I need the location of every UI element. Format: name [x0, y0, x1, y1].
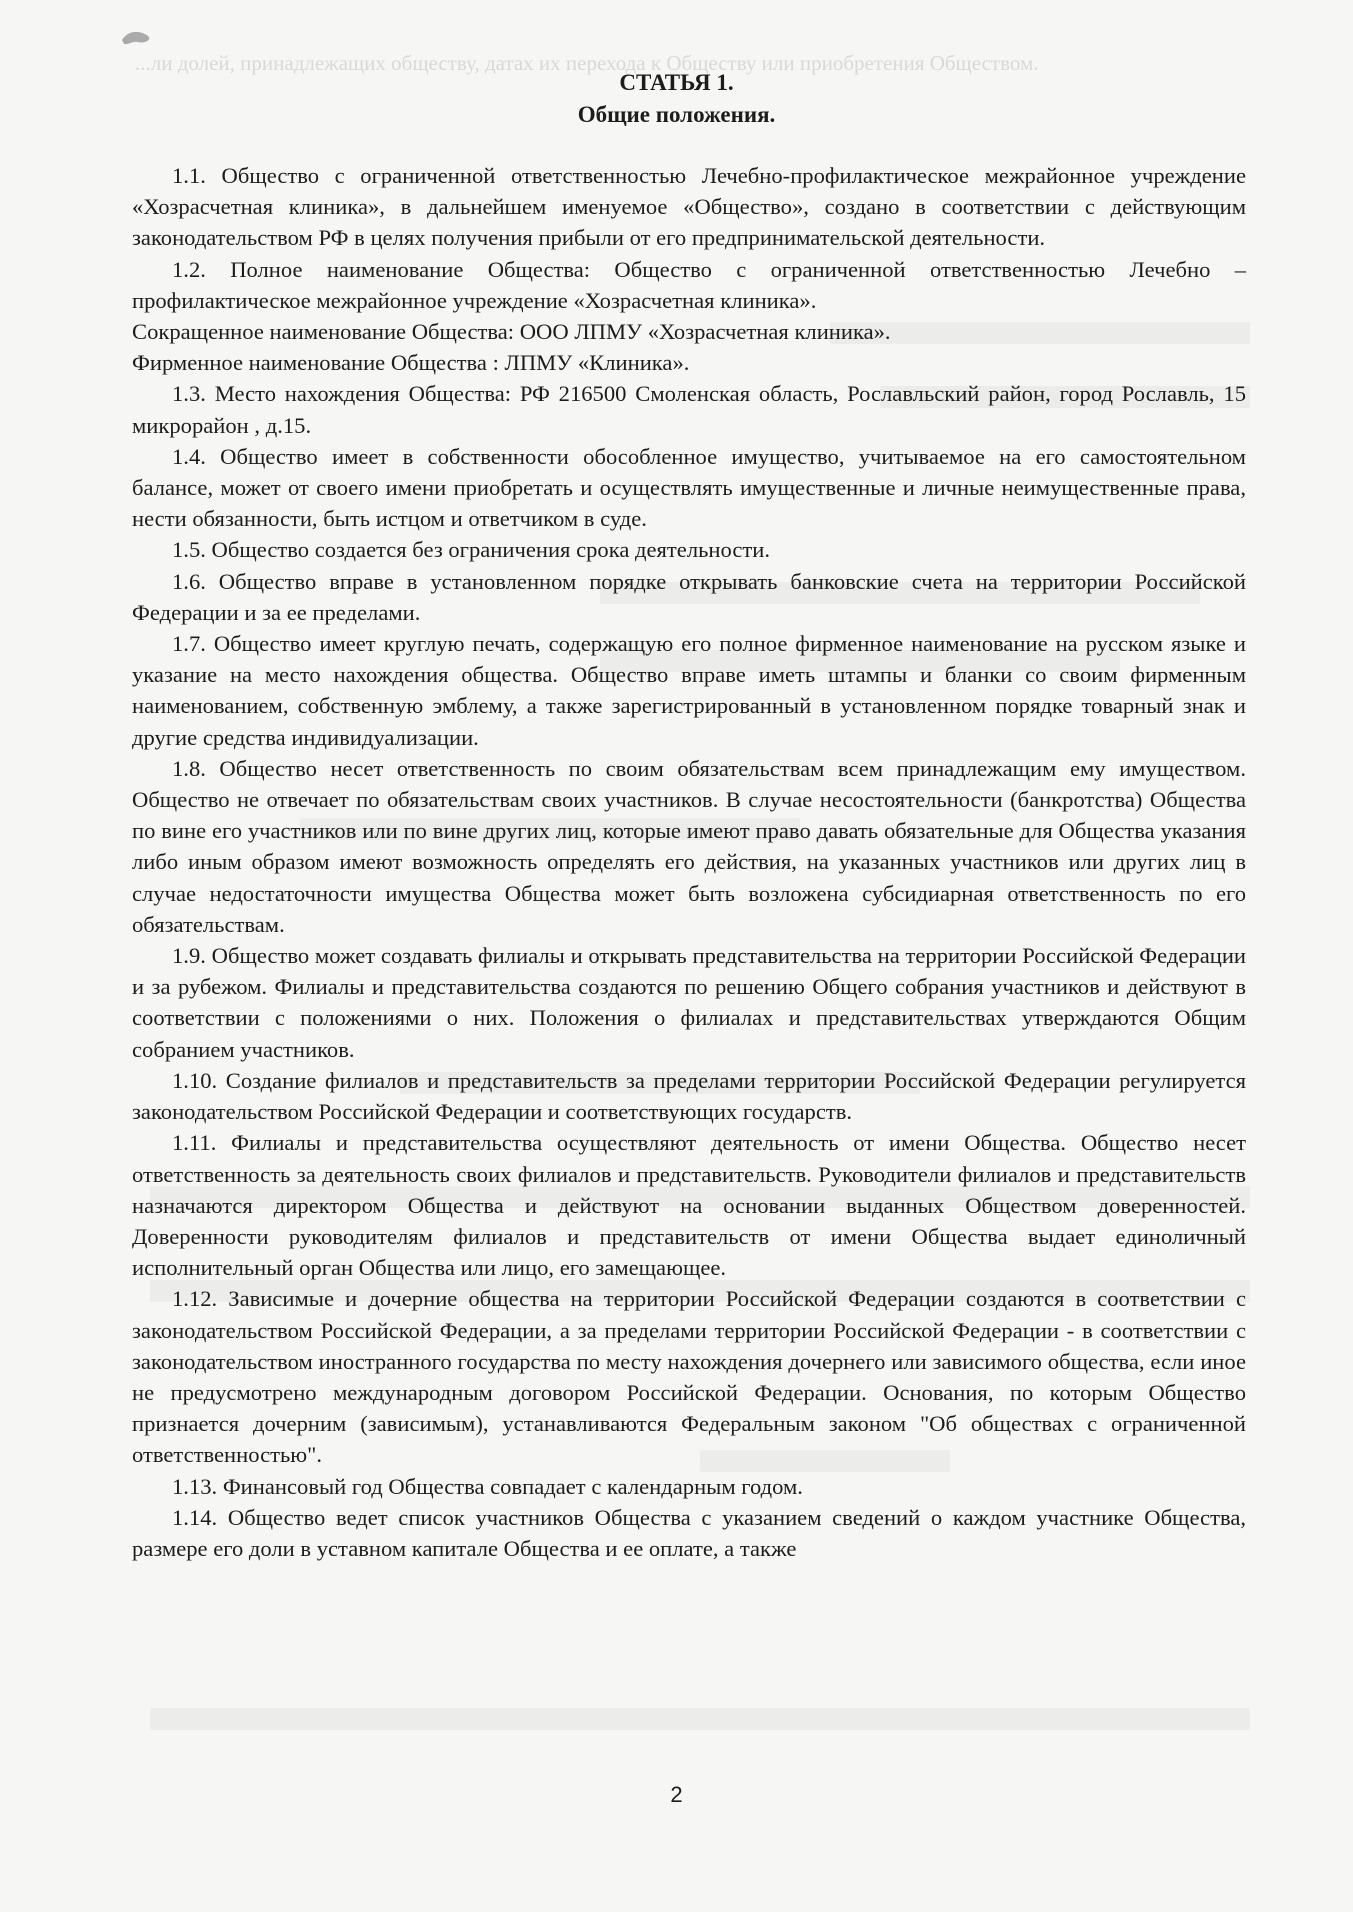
article-body — [132, 160, 1246, 1564]
paragraph-1-2: 1.2. Полное наименование Общества: Общество с ограниченной ответственностью Лечебно – профилактическое межрайонное учреждение «Хозрасчетная клиника». — [132, 256, 1246, 313]
paragraph-1-13: 1.13. Финансовый год Общества совпадает с календарным годом. — [172, 1473, 803, 1499]
paragraph-1-4: 1.4. Общество имеет в собственности обособленное имущество, учитываемое на его самостоятельном балансе, может от своего имени приобретать и осуществлять имущественные и личные неимущественные права, нести обязанности, быть истцом и ответчиком в суде. — [132, 443, 1246, 532]
paragraph-1-12: 1.12. Зависимые и дочерние общества на территории Российской Федерации создаются в соответствии с законодательством Российской Федерации, а за пределами территории Российской Федерации - в соответствии с законодательством иностранного государства по месту нахождения дочернего или зависимого общества, если иное не предусмотрено международным договором Российской Федерации. Основания, по которым Общество признается дочерним (зависимым), устанавливаются Федеральным законом "Об обществах с ограниченной ответственностью". — [132, 1286, 1246, 1468]
previous-text-ghost: ...ли долей, принадлежащих обществу, датах их перехода к Обществу или приобретения Обществом. — [135, 51, 1039, 75]
paragraph-1-7: 1.7. Общество имеет круглую печать, содержащую его полное фирменное наименование на русском языке и указание на место нахождения общества. Общество вправе иметь штампы и бланки со своим фирменным наименованием, собственную эмблему, а также зарегистрированный в установленном порядке товарный знак и другие средства индивидуализации. — [132, 631, 1246, 750]
paragraph-1-14: 1.14. Общество ведет список участников Общества с указанием сведений о каждом участнике Общества, размере его доли в уставном капитале Общества и ее оплате, а также — [132, 1504, 1246, 1561]
page-number: 2 — [670, 1782, 683, 1807]
paragraph-1-9: 1.9. Общество может создавать филиалы и открывать представительства на территории Российской Федерации и за рубежом. Филиалы и представительства создаются по решению Общего собрания участников и действуют в соответствии с положениями о них. Положения о филиалах и представительствах утверждаются Общим собранием участников. — [132, 943, 1246, 1062]
paragraph-1-3: 1.3. Место нахождения Общества: РФ 216500 Смоленская область, Рославльский район, город Рославль, 15 микрорайон , д.15. — [132, 381, 1246, 438]
brand-name-line: Фирменное наименование Общества : ЛПМУ «Клиника». — [132, 350, 690, 376]
paragraph-1-8: 1.8. Общество несет ответственность по своим обязательствам всем принадлежащим ему имуществом. Общество не отвечает по обязательствам своих участников. В случае несостоятельности (банкротства) Общества по вине его участников или по вине других лиц, которые имеют право давать обязательные для Общества указания либо иным образом имеют возможность определять его действия, на указанных участников или других лиц в случае недостаточности имущества Общества может быть возложена субсидиарная ответственность по его обязательствам. — [132, 755, 1246, 937]
article-title: СТАТЬЯ 1. — [619, 70, 734, 95]
paragraph-1-10: 1.10. Создание филиалов и представительств за пределами территории Российской Федерации регулируется законодательством Российской Федерации и соответствующих государств. — [132, 1067, 1246, 1125]
paragraph-1-5: 1.5. Общество создается без ограничения срока деятельности. — [172, 537, 770, 563]
paragraph-1-1: 1.1. Общество с ограниченной ответственностью Лечебно-профилактическое межрайонное учреждение «Хозрасчетная клиника», в дальнейшем именуемое «Общество», создано в соответствии с действующим законодательством РФ в целях получения прибыли от его предпринимательской деятельности. — [132, 163, 1246, 251]
paragraph-1-11: 1.11. Филиалы и представительства осуществляют деятельность от имени Общества. Общество несет ответственность за деятельность своих филиалов и представительств. Руководители филиалов и представительств назначаются директором Общества и действуют на основании выданных Обществом доверенностей. Доверенности руководителям филиалов и представительств от имени Общества выдает единоличный исполнительный орган Общества или лицо, его замещающее. — [132, 1130, 1246, 1281]
article-subtitle: Общие положения. — [577, 102, 776, 127]
page-smudge-mark — [118, 26, 158, 48]
short-name-line: Сокращенное наименование Общества: ООО ЛПМУ «Хозрасчетная клиника». — [132, 319, 891, 345]
paragraph-1-6: 1.6. Общество вправе в установленном порядке открывать банковские счета на территории Российской Федерации и за ее пределами. — [132, 568, 1246, 625]
